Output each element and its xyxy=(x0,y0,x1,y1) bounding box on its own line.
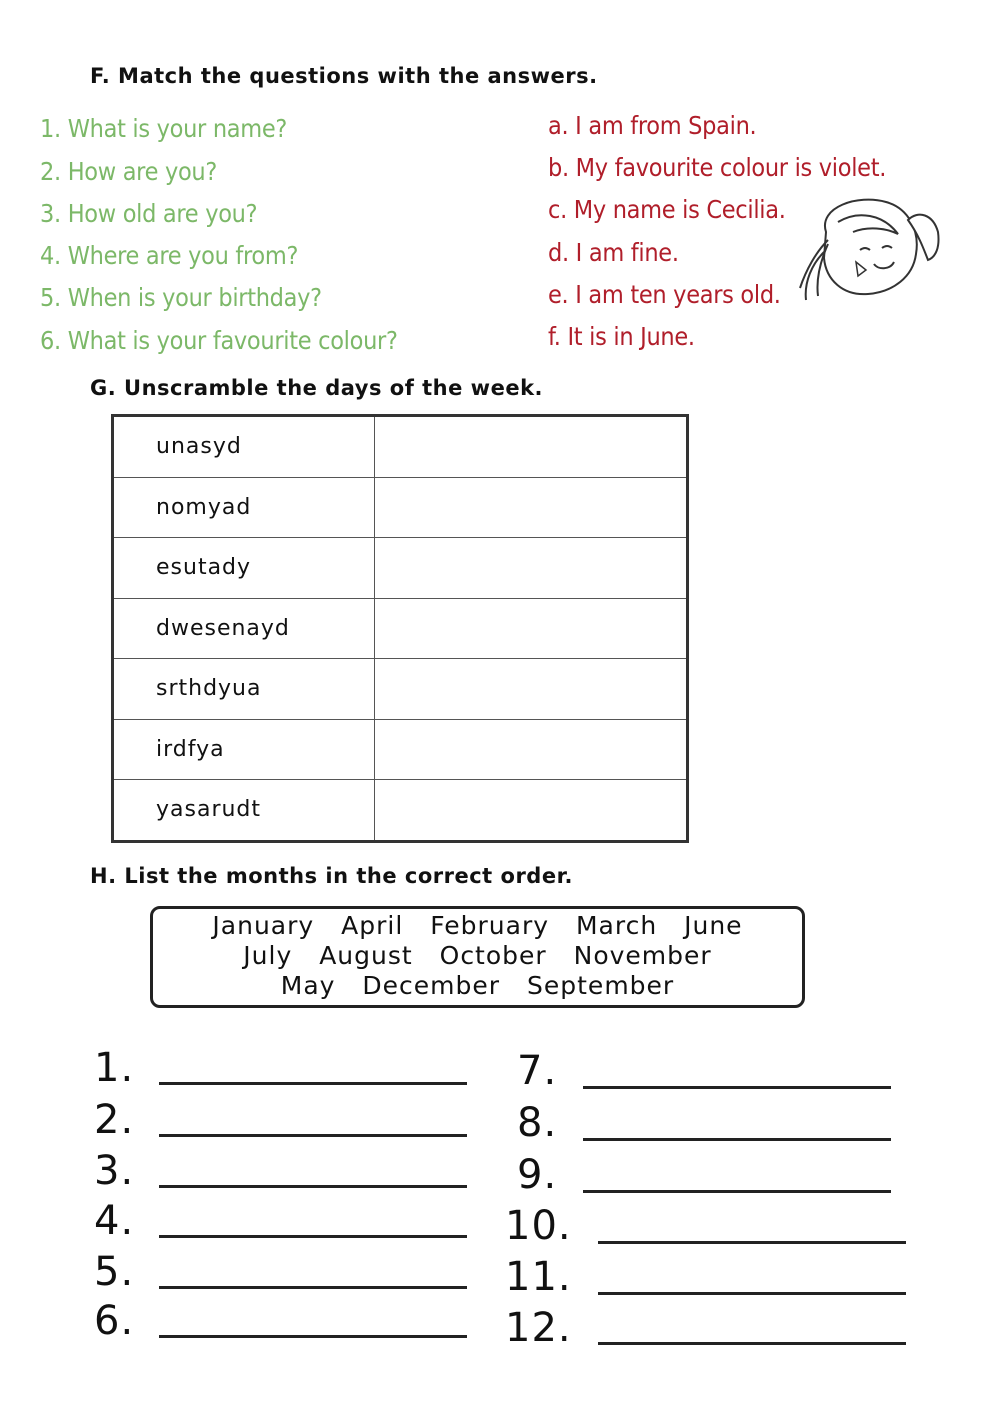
answer-line-10[interactable] xyxy=(598,1241,906,1244)
scrambled-word: dwesenayd xyxy=(113,598,375,659)
answer-cell[interactable] xyxy=(375,477,688,538)
answer-cell[interactable] xyxy=(375,719,688,780)
number-label: 8. xyxy=(517,1100,558,1146)
question-3: 3. How old are you? xyxy=(40,199,258,228)
answer-cell[interactable] xyxy=(375,659,688,720)
number-label: 9. xyxy=(517,1152,558,1198)
answer-line-6[interactable] xyxy=(159,1335,467,1338)
table-row xyxy=(113,538,688,599)
number-label: 4. xyxy=(94,1198,135,1244)
answer-cell[interactable] xyxy=(375,598,688,659)
answer-cell[interactable] xyxy=(375,538,688,599)
scrambled-word: yasarudt xyxy=(113,780,375,842)
answer-e: e. I am ten years old. xyxy=(548,280,781,309)
answer-d: d. I am fine. xyxy=(548,238,679,267)
question-6: 6. What is your favourite colour? xyxy=(40,326,398,355)
answer-b: b. My favourite colour is violet. xyxy=(548,153,887,182)
month-line: July August October November xyxy=(243,941,712,970)
answer-line-11[interactable] xyxy=(598,1292,906,1295)
month-line: January April February March June xyxy=(212,911,743,940)
scrambled-word: irdfya xyxy=(113,719,375,780)
question-2: 2. How are you? xyxy=(40,157,218,186)
answer-line-7[interactable] xyxy=(583,1086,891,1089)
section-g-heading: G. Unscramble the days of the week. xyxy=(90,376,544,400)
answer-cell[interactable] xyxy=(375,416,688,478)
table-row xyxy=(113,719,688,780)
number-label: 6. xyxy=(94,1298,135,1344)
number-label: 3. xyxy=(94,1148,135,1194)
answer-a: a. I am from Spain. xyxy=(548,111,757,140)
answer-line-3[interactable] xyxy=(159,1185,467,1188)
answer-line-5[interactable] xyxy=(159,1286,467,1289)
table-row xyxy=(113,598,688,659)
girl-illustration xyxy=(798,192,943,312)
number-label: 10. xyxy=(505,1203,572,1249)
table-row xyxy=(113,416,688,478)
answer-line-1[interactable] xyxy=(159,1082,467,1085)
number-label: 7. xyxy=(517,1048,558,1094)
answer-f: f. It is in June. xyxy=(548,322,695,351)
section-h-heading: H. List the months in the correct order. xyxy=(90,864,573,888)
table-row xyxy=(113,477,688,538)
scrambled-word: unasyd xyxy=(113,416,375,478)
scrambled-word: esutady xyxy=(113,538,375,599)
number-label: 1. xyxy=(94,1045,135,1091)
question-5: 5. When is your birthday? xyxy=(40,283,322,312)
answer-c: c. My name is Cecilia. xyxy=(548,195,786,224)
scrambled-word: srthdyua xyxy=(113,659,375,720)
answer-line-9[interactable] xyxy=(583,1190,891,1193)
number-label: 11. xyxy=(505,1254,572,1300)
unscramble-table xyxy=(111,414,689,843)
table-row xyxy=(113,780,688,842)
number-label: 2. xyxy=(94,1097,135,1143)
scrambled-word: nomyad xyxy=(113,477,375,538)
question-4: 4. Where are you from? xyxy=(40,241,299,270)
month-line: May December September xyxy=(280,971,675,1000)
question-1: 1. What is your name? xyxy=(40,114,288,143)
answer-line-2[interactable] xyxy=(159,1134,467,1137)
answer-line-12[interactable] xyxy=(598,1342,906,1345)
number-label: 5. xyxy=(94,1249,135,1295)
section-f-heading: F. Match the questions with the answers. xyxy=(90,64,598,88)
answer-cell[interactable] xyxy=(375,780,688,842)
answer-line-8[interactable] xyxy=(583,1138,891,1141)
number-label: 12. xyxy=(505,1305,572,1351)
answer-line-4[interactable] xyxy=(159,1235,467,1238)
table-row xyxy=(113,659,688,720)
month-word-box xyxy=(150,906,805,1008)
